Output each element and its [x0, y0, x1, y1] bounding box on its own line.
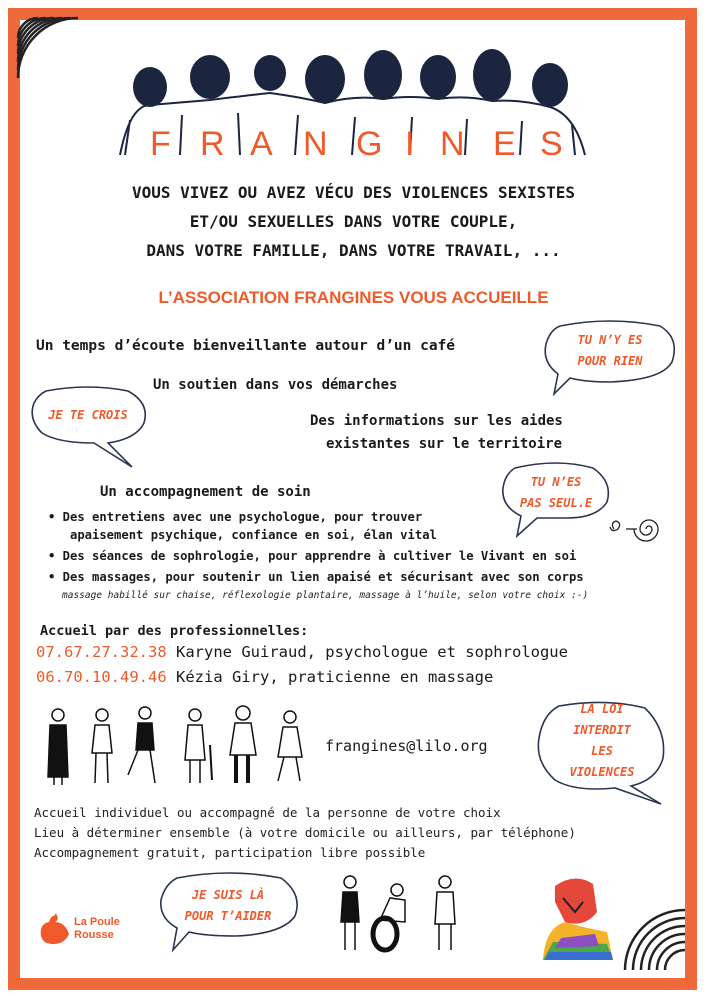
title-letter: I: [405, 125, 417, 163]
info-line-lieu: Lieu à déterminer ensemble (à votre domicile ou ailleurs, par téléphone): [34, 825, 576, 840]
info-line-gratuit: Accompagnement gratuit, participation libre possible: [34, 845, 426, 860]
service-ecoute: Un temps d’écoute bienveillante autour d’un café: [36, 338, 456, 354]
la-poule-rousse-logo-icon: [35, 910, 73, 948]
corner-stripes-bottom-right: [615, 900, 685, 970]
service-infos-line-1: Des informations sur les aides: [310, 413, 563, 429]
massage-note: massage habillé sur chaise, réflexologie plantaire, massage à l’huile, selon votre choix :-): [62, 590, 589, 601]
bubble-text-je-suis-la: JE SUIS LÀ POUR T’AIDER: [184, 888, 272, 923]
association-subheading: L’ASSOCIATION FRANGINES VOUS ACCUEILLE: [158, 288, 549, 307]
headline-line-2: ET/OU SEXUELLES DANS VOTRE COUPLE,: [189, 212, 518, 231]
service-infos-line-2: existantes sur le territoire: [326, 436, 563, 452]
person-kezia: Kézia Giry, praticienne en massage: [176, 668, 494, 686]
women-tire-illustration: [335, 872, 465, 954]
title-letter: A: [250, 125, 275, 163]
bullet-massages: • Des massages, pour soutenir un lien apaisé et sécurisant avec son corps: [48, 570, 584, 584]
title-letter: S: [540, 125, 565, 163]
bubble-text-loi: LA LOI INTERDIT LES VIOLENCES: [569, 702, 635, 779]
bullet-sophrologie: • Des séances de sophrologie, pour apprendre à cultiver le Vivant en soi: [48, 549, 577, 563]
corner-stripes-top-left: [18, 18, 88, 88]
headline-line-3: DANS VOTRE FAMILLE, DANS VOTRE TRAVAIL, ...: [146, 241, 561, 260]
bubble-je-te-crois: [28, 385, 152, 470]
bubble-text-je-te-crois: JE TE CROIS: [48, 408, 128, 422]
headline-line-1: VOUS VIVEZ OU AVEZ VÉCU DES VIOLENCES SEXISTES: [131, 183, 576, 202]
bullet-psychologue-cont: apaisement psychique, confiance en soi, élan vital: [70, 528, 437, 542]
contact-row-kezia: [36, 668, 493, 686]
title-letter: F: [150, 125, 173, 163]
phone-karyne[interactable]: 07.67.27.32.38: [36, 643, 167, 661]
info-line-accueil: Accueil individuel ou accompagné de la personne de votre choix: [34, 805, 501, 820]
women-figures-illustration: [40, 705, 310, 787]
phone-kezia[interactable]: 06.70.10.49.46: [36, 668, 167, 686]
accueil-title: Accueil par des professionnelles:: [40, 623, 309, 639]
bubble-text-pas-seul: TU N’ES PAS SEUL.E: [519, 475, 593, 510]
person-karyne: Karyne Guiraud, psychologue et sophrologue: [176, 643, 568, 661]
women-group-illustration: [120, 45, 590, 160]
bullet-psychologue: • Des entretiens avec une psychologue, pour trouver: [48, 510, 423, 524]
rainbow-figure-illustration: [535, 872, 615, 960]
title-letter: G: [356, 125, 385, 163]
contact-row-karyne: [36, 643, 568, 661]
title-letter: N: [303, 125, 330, 163]
service-soutien: Un soutien dans vos démarches: [153, 377, 398, 393]
title-letter: E: [493, 125, 518, 163]
title-letter: N: [440, 125, 467, 163]
email-link[interactable]: frangines@lilo.org: [325, 737, 488, 755]
service-soin-title: Un accompagnement de soin: [100, 484, 311, 500]
bubble-text-ny-es: TU N’Y ES POUR RIEN: [577, 333, 643, 368]
title-letter: R: [200, 125, 227, 163]
la-poule-rousse-logo-text: La Poule Rousse: [74, 916, 120, 941]
